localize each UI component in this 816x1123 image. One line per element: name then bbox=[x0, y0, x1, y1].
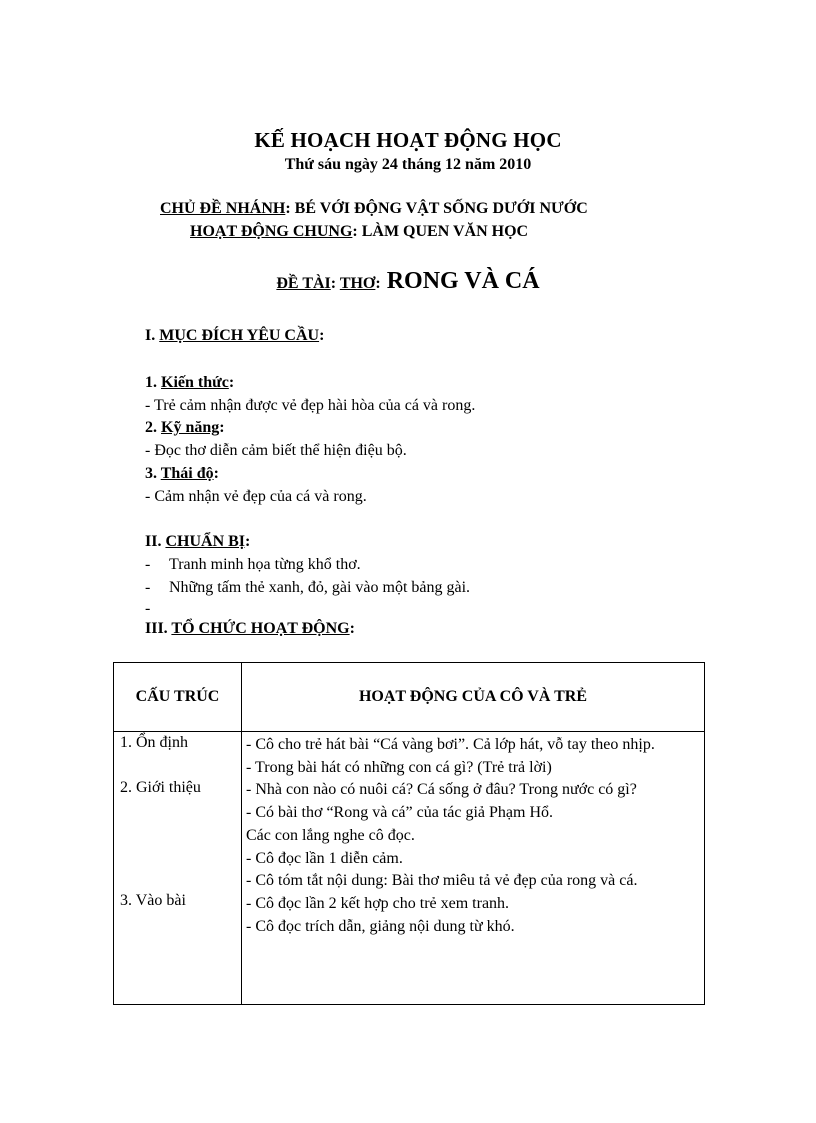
activity-cell bbox=[242, 732, 705, 1005]
skills-number: 2. bbox=[145, 419, 161, 436]
activity-line: - Cô đọc lần 1 diễn cảm. bbox=[246, 849, 403, 867]
section-2-number: II. bbox=[145, 533, 166, 550]
activity-table bbox=[113, 662, 705, 1005]
skills-colon: : bbox=[219, 419, 225, 436]
activity-line: - Cô đọc trích dẫn, giảng nội dung từ khó. bbox=[246, 917, 515, 935]
structure-cell bbox=[114, 732, 242, 1005]
topic-colon: : bbox=[375, 275, 381, 292]
prep-item-text: Những tấm thẻ xanh, đỏ, gài vào một bảng gài. bbox=[169, 579, 471, 596]
structure-item: 2. Giới thiệu bbox=[120, 779, 201, 796]
table-row bbox=[114, 732, 705, 1005]
section-3-colon: : bbox=[349, 620, 355, 637]
section-1-heading bbox=[145, 327, 324, 345]
activity-line: - Cô cho trẻ hát bài “Cá vàng bơi”. Cả lớp hát, vỗ tay theo nhịp. bbox=[246, 736, 655, 753]
skills-label: Kỹ năng bbox=[161, 419, 220, 436]
attitude-colon: : bbox=[213, 465, 219, 482]
knowledge-number: 1. bbox=[145, 374, 161, 391]
prep-bullet: - bbox=[145, 579, 151, 596]
section-2-heading bbox=[145, 533, 250, 551]
activity-line: - Trong bài hát có những con cá gì? (Trẻ trả lời) bbox=[246, 758, 552, 776]
section-2-title: CHUẨN BỊ bbox=[165, 533, 246, 550]
topic-line bbox=[0, 268, 816, 295]
activity-line: - Cô tóm tắt nội dung: Bài thơ miêu tả vẻ đẹp của rong và cá. bbox=[246, 872, 638, 890]
topic-separator: : bbox=[330, 275, 340, 292]
skills-heading bbox=[145, 419, 225, 437]
table-header-row bbox=[114, 663, 705, 732]
topic-kind: THƠ bbox=[339, 275, 376, 292]
activity-line: - Có bài thơ “Rong và cá” của tác giả Phạm Hổ. bbox=[246, 804, 554, 822]
section-3-title: TỔ CHỨC HOẠT ĐỘNG bbox=[171, 620, 350, 637]
topic-name: RONG VÀ CÁ bbox=[380, 268, 540, 294]
section-1-number: I. bbox=[145, 327, 160, 344]
section-1-title: MỤC ĐÍCH YÊU CẦU bbox=[159, 327, 320, 344]
structure-item: 1. Ổn định bbox=[120, 734, 188, 751]
header-activities: HOẠT ĐỘNG CỦA CÔ VÀ TRẺ bbox=[242, 663, 705, 732]
section-1-colon: : bbox=[319, 327, 325, 344]
header-structure: CẤU TRÚC bbox=[114, 663, 242, 732]
knowledge-heading bbox=[145, 374, 234, 392]
activity-line: - Cô đọc lần 2 kết hợp cho trẻ xem tranh. bbox=[246, 894, 510, 912]
section-3-heading bbox=[145, 620, 355, 638]
theme-value: : BÉ VỚI ĐỘNG VẬT SỐNG DƯỚI NƯỚC bbox=[285, 200, 588, 217]
activity-label: HOẠT ĐỘNG CHUNG bbox=[190, 223, 353, 240]
activity-line bbox=[190, 223, 528, 241]
attitude-heading bbox=[145, 465, 219, 483]
knowledge-text: - Trẻ cảm nhận được vẻ đẹp hài hòa của cá và rong. bbox=[145, 397, 476, 414]
knowledge-colon: : bbox=[228, 374, 235, 391]
activity-line: - Nhà con nào có nuôi cá? Cá sống ở đâu? Trong nước có gì? bbox=[246, 781, 637, 799]
prep-item-text: Tranh minh họa từng khổ thơ. bbox=[169, 556, 361, 573]
prep-item bbox=[145, 579, 470, 597]
structure-item: 3. Vào bài bbox=[120, 892, 186, 909]
activity-value: : LÀM QUEN VĂN HỌC bbox=[352, 223, 529, 240]
prep-item bbox=[145, 556, 361, 574]
theme-line bbox=[160, 200, 588, 218]
document-date: Thứ sáu ngày 24 tháng 12 năm 2010 bbox=[284, 156, 532, 173]
attitude-text: - Cảm nhận vẻ đẹp của cá và rong. bbox=[145, 488, 367, 505]
attitude-number: 3. bbox=[145, 465, 161, 482]
prep-bullet: - bbox=[145, 600, 151, 617]
theme-label: CHỦ ĐỀ NHÁNH bbox=[160, 200, 286, 217]
prep-item bbox=[145, 600, 169, 618]
knowledge-label: Kiến thức bbox=[161, 374, 229, 391]
document-title: KẾ HOẠCH HOẠT ĐỘNG HỌC bbox=[254, 128, 562, 152]
section-2-colon: : bbox=[245, 533, 251, 550]
section-3-number: III. bbox=[145, 620, 172, 637]
attitude-label: Thái độ bbox=[160, 465, 214, 482]
skills-text: - Đọc thơ diễn cảm biết thể hiện điệu bộ. bbox=[145, 442, 407, 459]
topic-label: ĐỀ TÀI bbox=[276, 275, 331, 292]
activity-line: Các con lắng nghe cô đọc. bbox=[246, 826, 415, 844]
prep-bullet: - bbox=[145, 556, 151, 573]
